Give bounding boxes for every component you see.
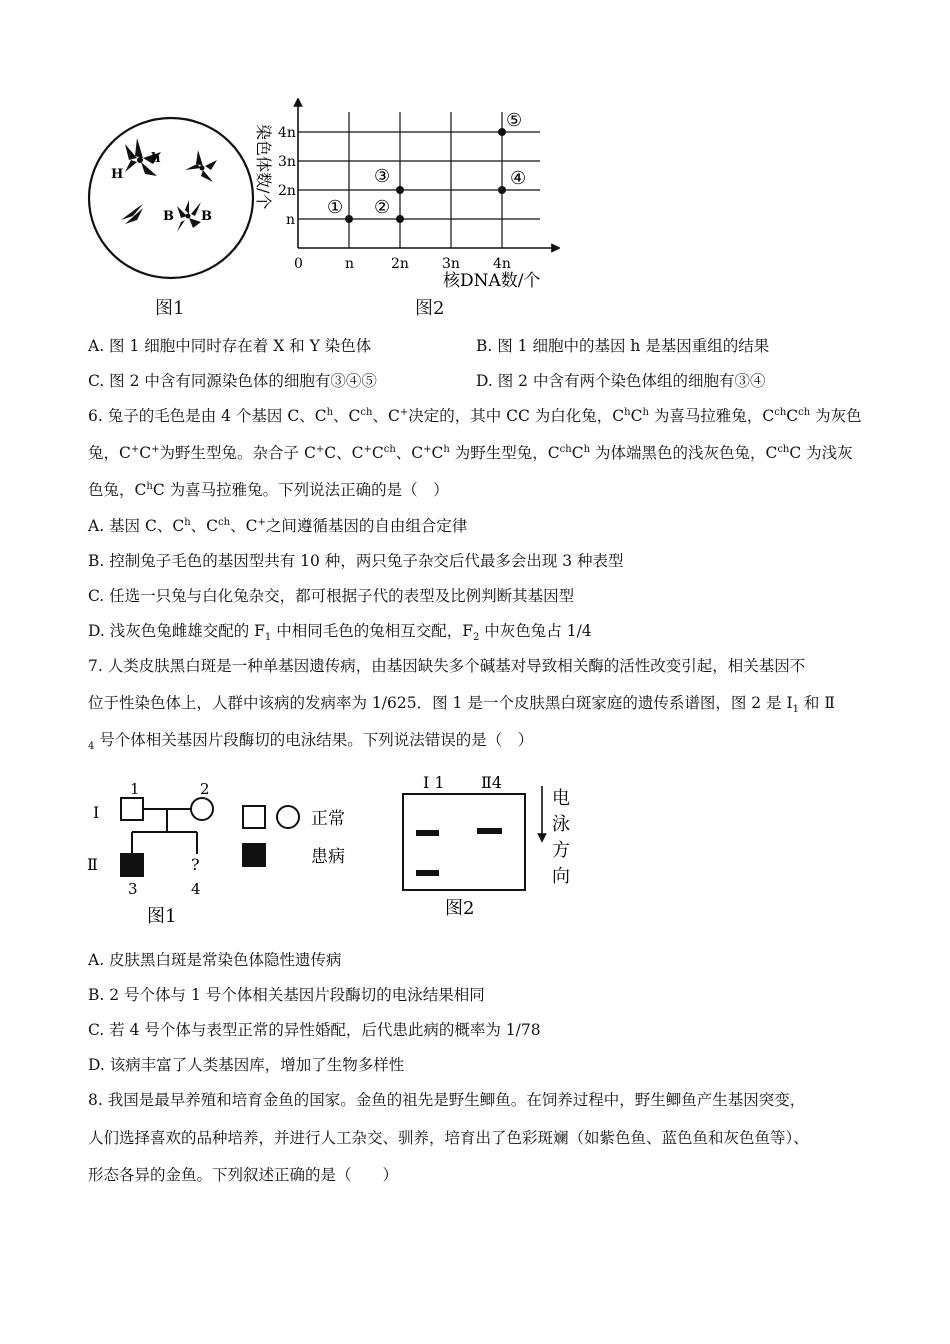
q7-option-b: B. 2 号个体与 1 号个体相关基因片段酶切的电泳结果相同 <box>88 986 485 1004</box>
q7-option-d: D. 该病丰富了人类基因库，增加了生物多样性 <box>88 1056 405 1074</box>
direction-char-2: 泳 <box>552 814 570 835</box>
legend-normal-label: 正常 <box>311 809 345 829</box>
data-point-label: ⑤ <box>506 110 523 131</box>
gene-label-B-left: B <box>163 209 174 224</box>
generation-label-II: Ⅱ <box>87 855 98 874</box>
chromosome-pair-BB <box>177 200 201 232</box>
data-point-label: ③ <box>374 166 391 187</box>
cell-figure <box>85 110 265 285</box>
legend-affected-label: 患病 <box>311 847 345 867</box>
q6-stem-line2: 兔，C+C+为野生型兔。杂合子 C+C、$C^+C^{ch}$、$C^+C^h$ 为野生型兔，$C^{ch}C^h$ 为体端黑色的浅灰色兔，$C^{ch}C$ 为浅灰 <box>88 443 853 462</box>
data-point <box>396 215 404 223</box>
cell-membrane <box>89 118 253 278</box>
q8-stem-line1: 8. 我国是最早养殖和培育金鱼的国家。金鱼的祖先是野生鲫鱼。在饲养过程中，野生鲫鱼产生基因突变， <box>88 1091 806 1109</box>
q6-stem-line1: 6. 兔子的毛色是由 4 个基因 C、$C^h$、$C^{ch}$、C+决定的，其中 CC 为白化兔，$C^hC^h$ 为喜马拉雅兔，$C^{ch}C^{ch}$ 为灰色 <box>88 406 862 425</box>
lane-label-II4: Ⅱ4 <box>481 773 503 792</box>
x-tick-label: 4n <box>493 256 511 272</box>
legend-normal-male <box>243 806 265 828</box>
fig1-caption: 图1 <box>155 298 185 319</box>
chromosome-dna-chart <box>250 98 560 298</box>
data-point <box>498 128 506 136</box>
fig2-caption: 图2 <box>415 298 445 319</box>
q7-stem-line3: $_4$ 号个体相关基因片段酶切的电泳结果。下列说法错误的是（ ） <box>88 731 534 753</box>
individual-number-1: 1 <box>130 780 140 798</box>
data-point-label: ② <box>374 197 391 218</box>
q6-option-d: D. 浅灰色兔雌雄交配的 $F_1$ 中相同毛色的兔相互交配，$F_2$ 中灰色兔占 1/4 <box>88 622 592 644</box>
chromosome-bottom-left <box>121 204 143 224</box>
x-tick-label: 2n <box>391 256 409 272</box>
y-tick-label: 4n <box>278 125 296 141</box>
q5-option-b: B. 图 1 细胞中的基因 h 是基因重组的结果 <box>476 337 770 355</box>
direction-char-1: 电 <box>552 788 570 809</box>
x-tick-label: 3n <box>442 256 460 272</box>
electrophoresis-figure <box>395 772 595 932</box>
gene-label-H: H <box>111 167 124 182</box>
q6-option-a: A. 基因 C、$C^h$、$C^{ch}$、C+之间遵循基因的自由组合定律 <box>88 516 468 535</box>
q7-stem-line1: 7. 人类皮肤黑白斑是一种单基因遗传病，由基因缺失多个碱基对导致相关酶的活性改变引起，相关基因不 <box>88 657 806 675</box>
pedigree-chart <box>85 772 375 932</box>
y-tick-label: n <box>286 212 296 228</box>
legend-affected-male <box>243 844 265 866</box>
x-tick-label: n <box>345 256 355 272</box>
data-point-label: ① <box>327 197 344 218</box>
q7-option-a: A. 皮肤黑白斑是常染色体隐性遗传病 <box>88 951 342 969</box>
q8-stem-line3: 形态各异的金鱼。下列叙述正确的是（ ） <box>88 1166 399 1184</box>
band-I1-lower <box>416 870 439 876</box>
y-tick-label: 2n <box>278 183 296 199</box>
x-tick-label: 0 <box>294 256 303 272</box>
individual-number-4: 4 <box>191 880 201 898</box>
individual-number-3: 3 <box>128 880 138 898</box>
q6-stem-line3: 色兔，$C^hC$ 为喜马拉雅兔。下列说法正确的是（ ） <box>88 480 449 499</box>
data-point <box>498 186 506 194</box>
q5-option-a: A. 图 1 细胞中同时存在着 X 和 Y 染色体 <box>88 337 372 355</box>
q5-option-c: C. 图 2 中含有同源染色体的细胞有③④⑤ <box>88 372 377 390</box>
direction-char-4: 向 <box>552 866 570 887</box>
q7-stem-line2: 位于性染色体上，人群中该病的发病率为 1/625．图 1 是一个皮肤黑白斑家庭的遗传系谱图，图 2 是 $I_1$ 和 Ⅱ <box>88 694 835 716</box>
q6-option-b: B. 控制兔子毛色的基因型共有 10 种，两只兔子杂交后代最多会出现 3 种表型 <box>88 552 624 570</box>
individual-I1-normal-male <box>121 798 143 820</box>
direction-char-3: 方 <box>552 840 570 861</box>
lane-label-I1: I 1 <box>423 773 445 792</box>
individual-II3-affected-male <box>121 854 143 876</box>
y-tick-label: 3n <box>278 154 296 170</box>
gel-caption: 图2 <box>445 898 475 919</box>
data-point <box>396 186 404 194</box>
gene-label-B-right: B <box>201 209 212 224</box>
individual-I2-normal-female <box>191 798 213 820</box>
chromosome-top-right <box>185 150 217 182</box>
gene-label-h: h <box>151 151 161 166</box>
q6-option-c: C. 任选一只兔与白化兔杂交，都可根据子代的表型及比例判断其基因型 <box>88 587 575 605</box>
legend-normal-female <box>277 806 299 828</box>
generation-label-I: I <box>93 803 100 822</box>
y-axis-label: 染色体数/个 <box>254 124 273 210</box>
x-axis-label: 核DNA数/个 <box>443 271 541 291</box>
q5-option-d: D. 图 2 中含有两个染色体组的细胞有③④ <box>476 372 766 390</box>
q8-stem-line2: 人们选择喜欢的品种培养，并进行人工杂交、驯养，培育出了色彩斑斓（如紫色鱼、蓝色鱼和灰色鱼等）、 <box>88 1129 809 1147</box>
individual-number-2: 2 <box>200 780 210 798</box>
band-II4-upper <box>477 828 502 834</box>
unknown-individual-mark: ? <box>191 855 200 874</box>
data-point <box>345 215 353 223</box>
pedigree-caption: 图1 <box>147 906 177 927</box>
band-I1-upper <box>416 830 439 836</box>
q7-option-c: C. 若 4 号个体与表型正常的异性婚配，后代患此病的概率为 1/78 <box>88 1021 541 1039</box>
data-point-label: ④ <box>510 168 527 189</box>
